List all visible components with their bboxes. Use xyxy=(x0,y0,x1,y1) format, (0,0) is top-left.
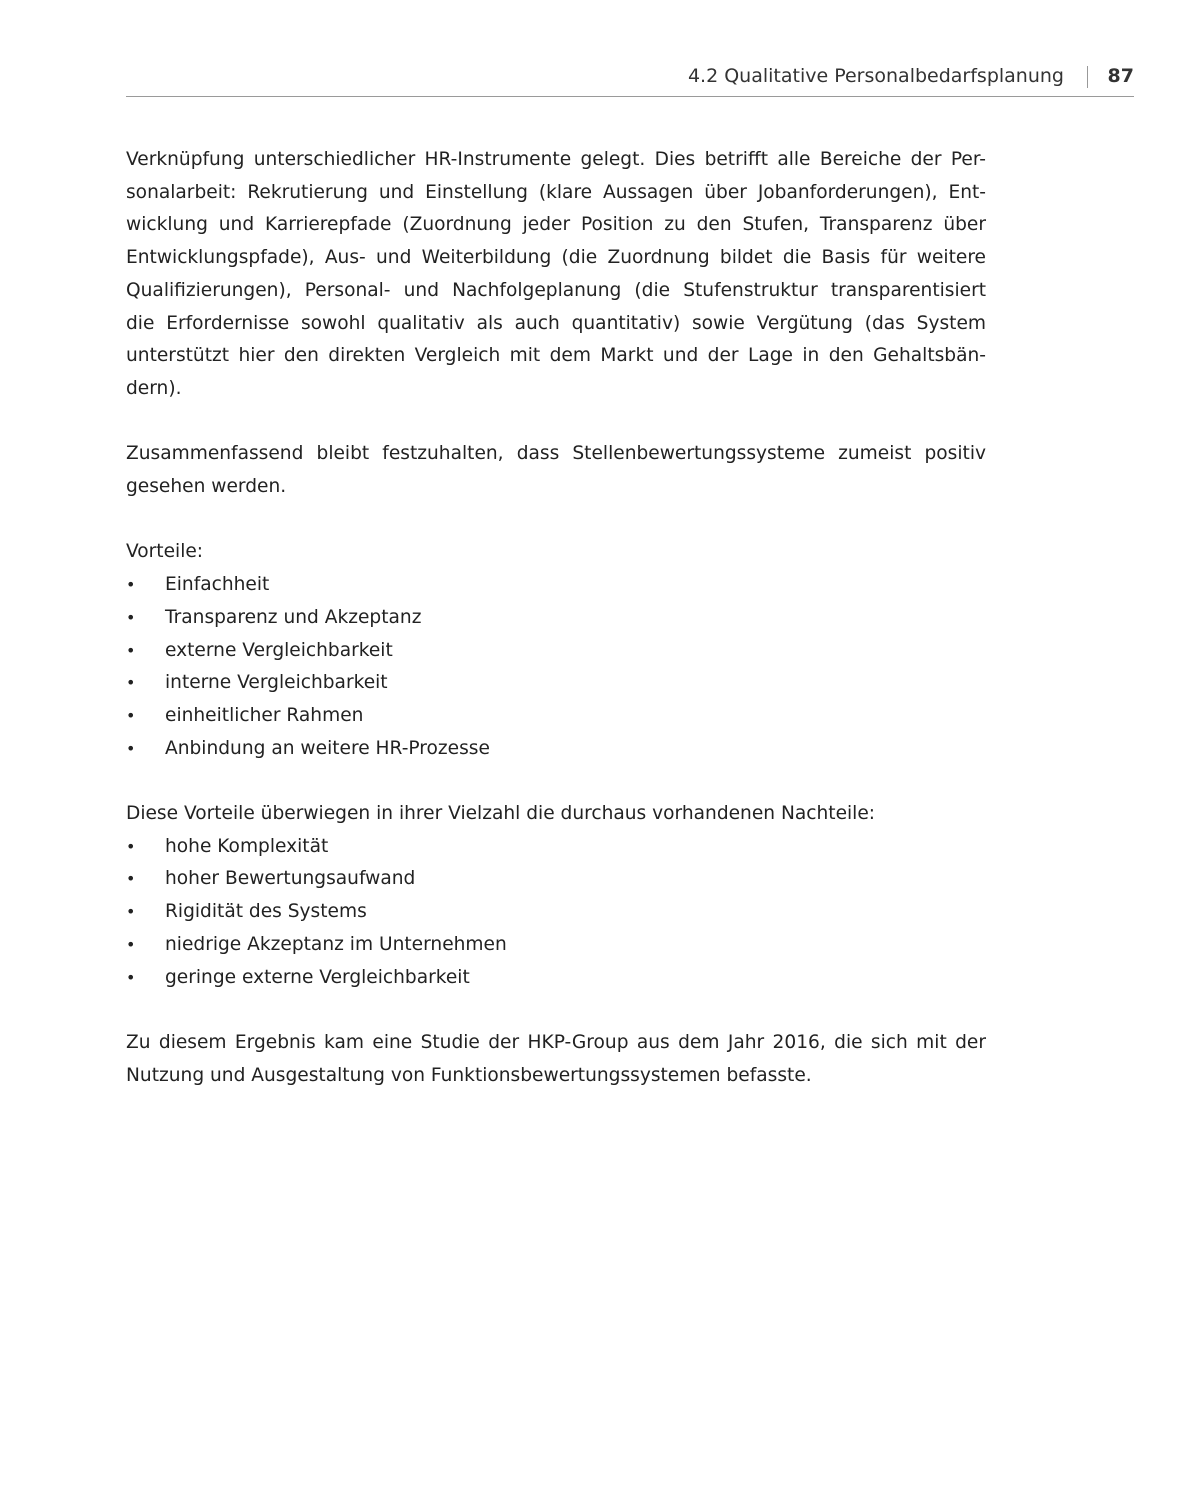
list-item: • Einfachheit xyxy=(126,569,986,602)
text-line: unterstützt hier den direkten Vergleich mit dem Markt und der Lage in den Gehaltsbän- xyxy=(126,345,986,367)
list-item: • externe Vergleichbarkeit xyxy=(126,635,986,668)
list-item: • Transparenz und Akzeptanz xyxy=(126,602,986,635)
page-number: 87 xyxy=(1107,65,1134,87)
text-line: Entwicklungspfade), Aus- und Weiterbildung (die Zuordnung bildet die Basis für weitere xyxy=(126,247,986,269)
text-line: Verknüpfung unterschiedlicher HR-Instrumente gelegt. Dies betrifft alle Bereiche der Per- xyxy=(126,149,986,170)
text-line: Qualifizierungen), Personal- und Nachfolgeplanung (die Stufenstruktur transparentisiert xyxy=(126,279,986,301)
list-item: • niedrige Akzeptanz im Unternehmen xyxy=(126,929,986,962)
disadvantages-list xyxy=(126,831,986,995)
text-line: wicklung und Karrierepfade (Zuordnung jeder Position zu den Stufen, Transparenz über xyxy=(126,214,986,236)
paragraph-summary xyxy=(126,438,986,503)
text-line: Zusammenfassend bleibt festzuhalten, dass Stellenbewertungssysteme zumeist positiv xyxy=(126,443,986,465)
advantages-list xyxy=(126,569,986,765)
list-item: • einheitlicher Rahmen xyxy=(126,700,986,733)
advantages-heading: Vorteile: xyxy=(126,541,204,563)
disadvantages-section xyxy=(126,798,986,994)
text-line: sonalarbeit: Rekrutierung und Einstellung (klare Aussagen über Jobanforderungen), Ent- xyxy=(126,181,986,203)
paragraph-hr-instruments xyxy=(126,144,986,406)
list-item: • hohe Komplexität xyxy=(126,831,986,864)
text-line: dern). xyxy=(126,377,182,399)
running-header xyxy=(126,62,1134,97)
list-item: • Rigidität des Systems xyxy=(126,896,986,929)
header-divider xyxy=(1087,66,1088,88)
text-line: die Erfordernisse sowohl qualitativ als auch quantitativ) sowie Vergütung (das System xyxy=(126,312,986,334)
text-line: gesehen werden. xyxy=(126,476,287,498)
paragraph-spacer xyxy=(126,504,986,537)
text-line: Zu diesem Ergebnis kam eine Studie der HKP-Group aus dem Jahr 2016, die sich mit der xyxy=(126,1031,986,1053)
list-item: • hoher Bewertungsaufwand xyxy=(126,863,986,896)
list-item: • geringe externe Vergleichbarkeit xyxy=(126,962,986,995)
section-title: 4.2 Qualitative Personalbedarfsplanung xyxy=(687,65,1064,87)
list-item: • interne Vergleichbarkeit xyxy=(126,667,986,700)
text-line: Nutzung und Ausgestaltung von Funktionsbewertungssystemen befasste. xyxy=(126,1064,812,1086)
list-item: • Anbindung an weitere HR-Prozesse xyxy=(126,733,986,766)
paragraph-spacer xyxy=(126,406,986,439)
paragraph-spacer xyxy=(126,765,986,798)
disadvantages-heading: Diese Vorteile überwiegen in ihrer Vielzahl die durchaus vorhandenen Nachteile: xyxy=(126,803,876,825)
paragraph-spacer xyxy=(126,994,986,1027)
page-body xyxy=(126,144,986,1092)
advantages-section xyxy=(126,536,986,765)
paragraph-study xyxy=(126,1027,986,1092)
